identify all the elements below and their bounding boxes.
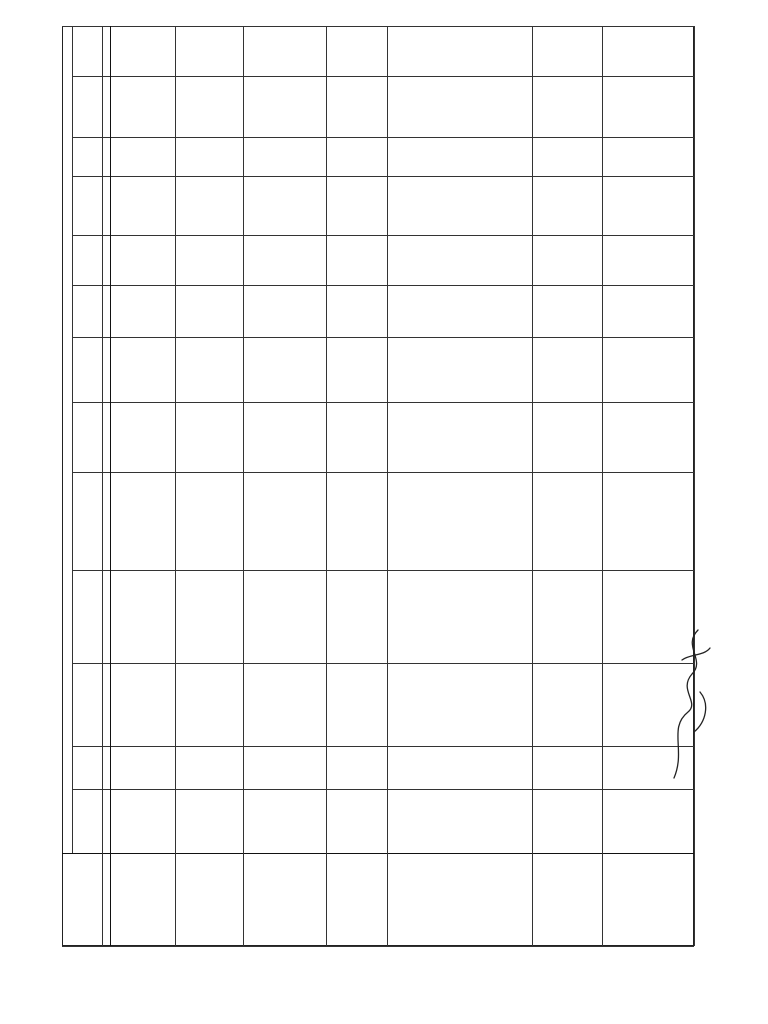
- table-cell: [602, 26, 694, 76]
- column-header: [72, 26, 102, 76]
- table-cell: [110, 746, 175, 789]
- table-cell: [110, 789, 175, 853]
- table-cell: [326, 746, 387, 789]
- table-cell: [602, 137, 694, 176]
- table-cell: [326, 285, 387, 337]
- table-cell: [243, 570, 326, 663]
- table-cell: [243, 137, 326, 176]
- table-cell: [387, 402, 532, 472]
- table-cell: [387, 137, 532, 176]
- table-cell: [532, 285, 602, 337]
- table-cell: [243, 663, 326, 746]
- table-cell: [532, 570, 602, 663]
- column-header: [72, 176, 102, 235]
- table-cell: [110, 137, 175, 176]
- table-cell: [175, 472, 243, 570]
- group-local: [62, 337, 72, 663]
- table-row-cadre: [387, 853, 532, 946]
- column-header: [72, 76, 102, 137]
- table-cell: [532, 26, 602, 76]
- column-number: [102, 570, 110, 663]
- column-number: [102, 26, 110, 76]
- table-row-cadre: [175, 853, 243, 946]
- table-cell: [175, 337, 243, 402]
- column-number: [102, 285, 110, 337]
- table-cell: [110, 570, 175, 663]
- table-cell: [326, 76, 387, 137]
- grid-line: [694, 26, 695, 946]
- table-row-cadre: [326, 853, 387, 946]
- stamp-line-3: [741, 739, 754, 899]
- annexure-label: [721, 61, 733, 147]
- table-cell: [532, 235, 602, 285]
- table-cell: [532, 472, 602, 570]
- table-cell: [326, 402, 387, 472]
- group-da: [62, 26, 72, 137]
- column-number: [102, 402, 110, 472]
- table-cell: [243, 746, 326, 789]
- table-cell: [110, 402, 175, 472]
- column-header: [62, 853, 102, 946]
- column-number: [102, 176, 110, 235]
- table-cell: [110, 285, 175, 337]
- table-cell: [602, 472, 694, 570]
- table-cell: [175, 402, 243, 472]
- column-number: [102, 746, 110, 789]
- group-lodging: [62, 137, 72, 337]
- column-header: [72, 663, 102, 746]
- column-number: [102, 472, 110, 570]
- table-cell: [602, 285, 694, 337]
- table-cell: [532, 337, 602, 402]
- column-header: [72, 285, 102, 337]
- table-row-cadre: [243, 853, 326, 946]
- column-header: [72, 746, 102, 789]
- table-cell: [175, 176, 243, 235]
- table-cell: [175, 137, 243, 176]
- column-header: [72, 402, 102, 472]
- column-header: [72, 570, 102, 663]
- column-number: [102, 853, 110, 946]
- table-cell: [175, 746, 243, 789]
- column-number: [102, 76, 110, 137]
- table-cell: [326, 176, 387, 235]
- table-cell: [243, 472, 326, 570]
- table-cell: [602, 789, 694, 853]
- table-cell: [326, 472, 387, 570]
- column-number: [102, 137, 110, 176]
- table-cell: [387, 570, 532, 663]
- column-number: [102, 789, 110, 853]
- table-cell: [532, 76, 602, 137]
- table-cell: [387, 337, 532, 402]
- table-cell: [602, 76, 694, 137]
- table-cell: [243, 176, 326, 235]
- table-cell: [175, 26, 243, 76]
- table-cell: [532, 402, 602, 472]
- table-cell: [175, 76, 243, 137]
- signature-icon: [660, 600, 724, 796]
- table-cell: [326, 26, 387, 76]
- table-cell: [602, 402, 694, 472]
- table-row-cadre: [532, 853, 602, 946]
- grid-line: [62, 946, 694, 947]
- group-eligibility: [62, 663, 72, 853]
- table-cell: [110, 76, 175, 137]
- column-number: [102, 337, 110, 402]
- table-cell: [326, 137, 387, 176]
- column-header: [72, 137, 102, 176]
- table-cell: [387, 285, 532, 337]
- table-cell: [532, 789, 602, 853]
- table-cell: [326, 235, 387, 285]
- table-row-cadre: [602, 853, 694, 946]
- table-cell: [175, 235, 243, 285]
- table-cell: [387, 789, 532, 853]
- table-cell: [243, 402, 326, 472]
- column-header: [72, 337, 102, 402]
- table-cell: [532, 137, 602, 176]
- table-cell: [110, 235, 175, 285]
- table-cell: [387, 235, 532, 285]
- column-header: [72, 472, 102, 570]
- table-cell: [243, 337, 326, 402]
- table-cell: [387, 26, 532, 76]
- table-cell: [387, 76, 532, 137]
- stamp-line-4: [759, 777, 768, 977]
- table-cell: [387, 663, 532, 746]
- table-cell: [602, 337, 694, 402]
- table-cell: [110, 26, 175, 76]
- table-cell: [532, 746, 602, 789]
- table-cell: [602, 176, 694, 235]
- table-cell: [326, 570, 387, 663]
- table-row-cadre: [110, 853, 175, 946]
- table-cell: [110, 472, 175, 570]
- table-cell: [602, 235, 694, 285]
- table-cell: [387, 176, 532, 235]
- table-cell: [387, 746, 532, 789]
- page-title: [36, 518, 52, 578]
- table-cell: [326, 663, 387, 746]
- column-header: [72, 789, 102, 853]
- column-number: [102, 663, 110, 746]
- table-cell: [110, 663, 175, 746]
- table-cell: [110, 176, 175, 235]
- column-number: [102, 235, 110, 285]
- table-cell: [326, 337, 387, 402]
- table-cell: [326, 789, 387, 853]
- table-cell: [387, 472, 532, 570]
- table-cell: [243, 26, 326, 76]
- table-cell: [175, 663, 243, 746]
- table-cell: [175, 570, 243, 663]
- table-cell: [175, 789, 243, 853]
- table-cell: [175, 285, 243, 337]
- table-cell: [243, 285, 326, 337]
- table-cell: [532, 176, 602, 235]
- table-cell: [243, 76, 326, 137]
- table-cell: [110, 337, 175, 402]
- column-header: [72, 235, 102, 285]
- table-cell: [532, 663, 602, 746]
- end-note: [691, 960, 705, 1020]
- table-cell: [243, 789, 326, 853]
- table-cell: [243, 235, 326, 285]
